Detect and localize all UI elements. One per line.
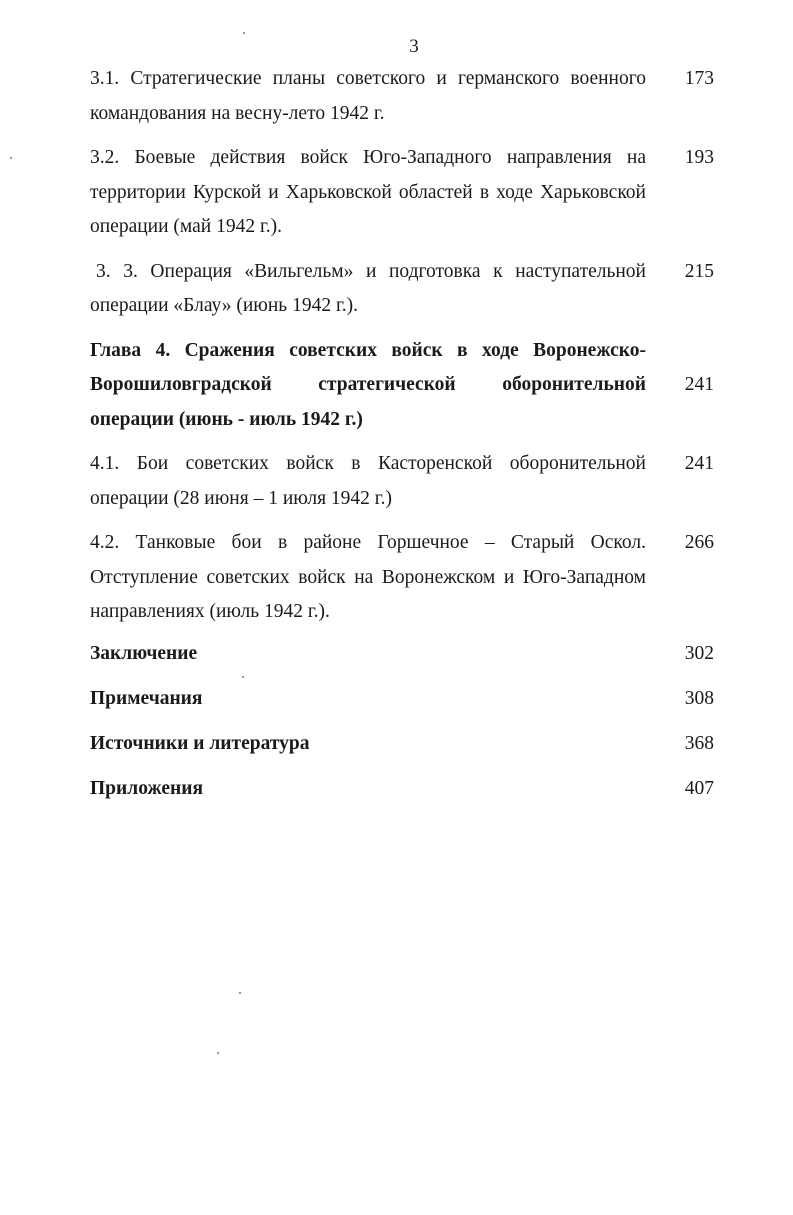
scan-speck (217, 1052, 219, 1054)
toc-entry-page: 308 (684, 687, 714, 709)
toc-entry-title: Приложения (90, 777, 204, 799)
toc-entry-conclusion (90, 640, 714, 668)
toc-entry-page: 368 (684, 732, 714, 754)
scan-speck (242, 676, 244, 678)
toc-entry-chapter-4 (90, 334, 714, 438)
toc-entry-title: 4.1. Бои советских войск в Касторенской оборонительной операции (28 июня – 1 июля 1942 г.) (90, 453, 646, 509)
toc-entry-4-2 (90, 526, 714, 630)
toc-entry-4-1 (90, 447, 714, 516)
toc-entry-title: 4.2. Танковые бои в районе Горшечное – Старый Оскол. Отступление советских войск на Воронежском и Юго-Западном направлениях (июль 1942 г.). (90, 532, 646, 622)
scan-speck (10, 157, 12, 159)
scan-speck (243, 32, 245, 34)
toc-entry-page: 407 (684, 777, 714, 799)
page-number: 3 (409, 36, 419, 57)
table-of-contents (90, 62, 714, 820)
toc-entry-title: Примечания (90, 687, 203, 709)
toc-entry-3-1 (90, 62, 714, 131)
toc-entry-3-3 (90, 255, 714, 324)
toc-entry-title: Глава 4. Сражения советских войск в ходе Воронежско-Ворошиловградской стратегической оборонительной операции (июнь - июль 1942 г.) (90, 339, 646, 430)
toc-entry-title: 3.2. Боевые действия войск Юго-Западного направления на территории Курской и Харьковской областей в ходе Харьковской операции (май 1942 г.). (90, 147, 646, 237)
toc-entry-page: 241 (684, 373, 714, 395)
toc-entry-notes (90, 685, 714, 713)
toc-entry-sources (90, 730, 714, 758)
toc-entry-page: 215 (684, 260, 714, 282)
toc-entry-page: 241 (684, 453, 714, 474)
toc-entry-appendices (90, 775, 714, 803)
toc-entry-title: Источники и литература (90, 732, 310, 754)
toc-entry-page: 266 (684, 532, 714, 553)
toc-entry-title: 3.1. Стратегические планы советского и германского военного командования на весну-лето 1942 г. (90, 68, 646, 124)
toc-entry-3-2 (90, 141, 714, 245)
toc-entry-page: 173 (684, 68, 714, 89)
toc-entry-page: 193 (684, 147, 714, 168)
toc-entry-title: Заключение (90, 642, 198, 664)
scan-speck (239, 992, 241, 994)
toc-entry-page: 302 (684, 642, 714, 664)
toc-entry-title: 3. 3. Операция «Вильгельм» и подготовка к наступательной операции «Блау» (июнь 1942 г.). (90, 260, 646, 316)
